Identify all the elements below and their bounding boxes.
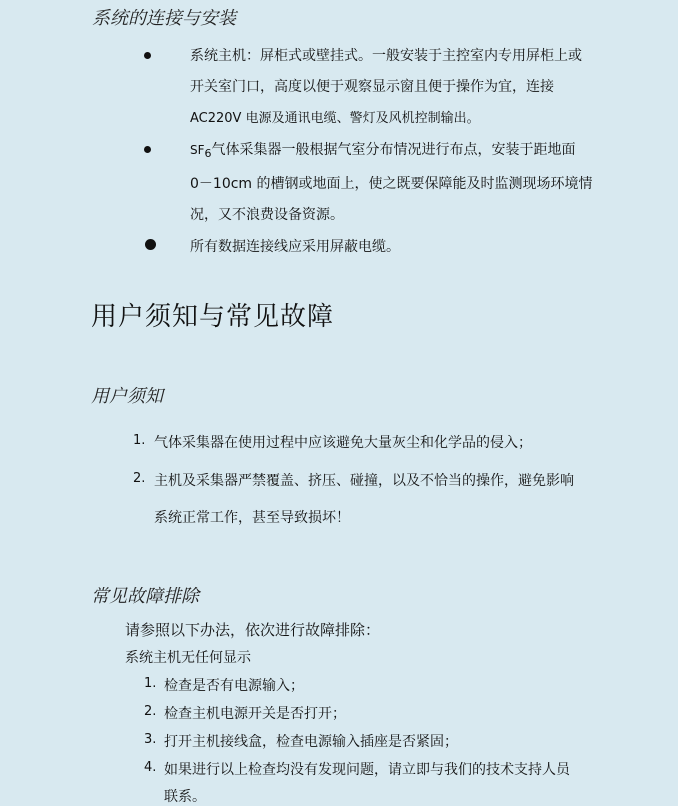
bullet-icon: [144, 52, 151, 59]
bullet-paragraph-cables: [190, 232, 400, 263]
list-item-text: 气体采集器在使用过程中应该避免大量灰尘和化学品的侵入；: [154, 435, 532, 451]
bullet-paragraph-host: [190, 41, 582, 134]
paragraph-line: 所有数据连接线应采用屏蔽电缆。: [190, 239, 400, 255]
paragraph-line: 开关室门口，高度以便于观察显示窗且便于操作为宜，连接: [190, 79, 554, 95]
list-item-text: 系统正常工作，甚至导致损坏！: [154, 510, 350, 526]
list-item-text: 打开主机接线盒，检查电源输入插座是否紧固；: [164, 734, 458, 750]
paragraph-line: 况，又不浪费设备资源。: [190, 207, 344, 223]
list-item-text: 检查是否有电源输入；: [164, 678, 304, 694]
troubleshooting-intro: 请参照以下办法，依次进行故障排除：: [125, 621, 381, 639]
bullet-paragraph-collector: [190, 135, 593, 231]
troubleshooting-subheading: 系统主机无任何显示: [125, 650, 251, 666]
list-item-text: 联系。: [164, 789, 206, 805]
paragraph-line: [190, 135, 593, 169]
list-item-text: 检查主机电源开关是否打开；: [164, 706, 346, 722]
main-heading: 用户须知与常见故障: [91, 302, 335, 332]
paragraph-line-text: 气体采集器一般根据气室分布情况进行布点，安装于距地面: [211, 142, 576, 158]
list-number: 2.: [133, 471, 146, 486]
list-number: 1.: [144, 676, 157, 691]
list-item-text: 如果进行以上检查均没有发现问题，请立即与我们的技术支持人员: [164, 762, 570, 778]
section-heading-troubleshooting: 常见故障排除: [91, 586, 199, 607]
bullet-icon: [145, 239, 156, 250]
list-number: 4.: [144, 760, 157, 775]
list-number: 3.: [144, 732, 157, 747]
paragraph-line: 0－10cm 的槽钢或地面上，使之既要保障能及时监测现场环境情: [190, 176, 593, 192]
bullet-icon: [144, 146, 151, 153]
list-number: 2.: [144, 704, 157, 719]
section-heading-notice: 用户须知: [91, 386, 163, 407]
list-item-text: 主机及采集器严禁覆盖、挤压、碰撞，以及不恰当的操作，避免影响: [154, 473, 574, 489]
sf6-label: SF: [190, 143, 205, 157]
paragraph-line: AC220V 电源及通讯电缆、警灯及风机控制输出。: [190, 111, 480, 126]
list-number: 1.: [133, 433, 146, 448]
section-heading-installation: 系统的连接与安装: [92, 8, 236, 29]
paragraph-line: 系统主机：屏柜式或壁挂式。一般安装于主控室内专用屏柜上或: [190, 48, 582, 64]
sf6-subscript: 6: [204, 147, 212, 160]
